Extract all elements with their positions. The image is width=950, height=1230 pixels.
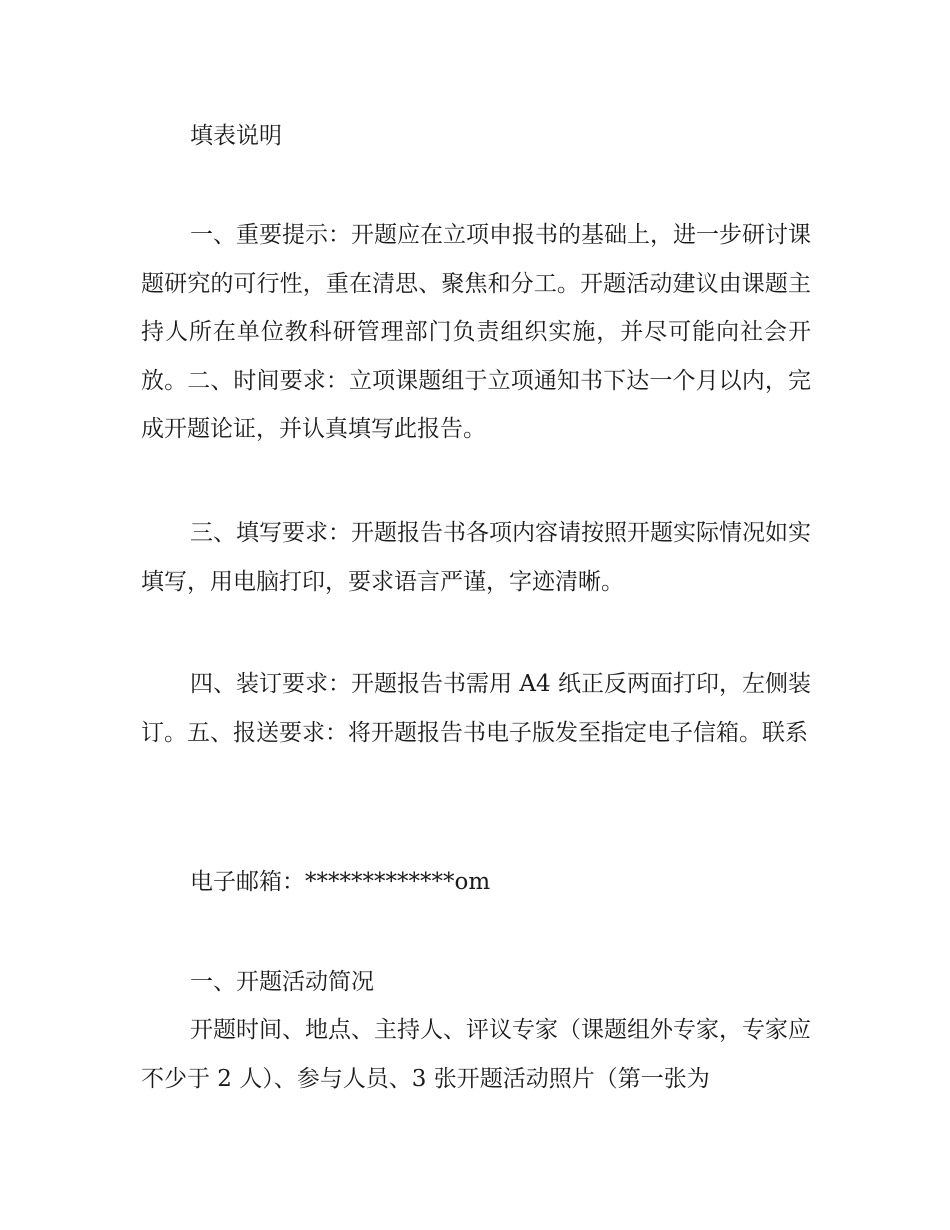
paragraph-notice-and-time: 一、重要提示：开题应在立项申报书的基础上，进一步研讨课题研究的可行性，重在清思、聚焦和分工。开题活动建议由课题主持人所在单位教科研管理部门负责组织实施，并尽可能向社会开放。二、时间要求：立项课题组于立项通知书下达一个月以内，完成开题论证，并认真填写此报告。: [141, 222, 811, 442]
section-title: 一、开题活动简况: [190, 969, 374, 995]
paragraph-binding-and-submission: 四、装订要求：开题报告书需用 A4 纸正反两面打印，左侧装订。五、报送要求：将开题报告书电子版发至指定电子信箱。联系: [141, 671, 811, 746]
paragraph-fill-requirements: 三、填写要求：开题报告书各项内容请按照开题实际情况如实填写，用电脑打印，要求语言严谨，字迹清晰。: [141, 520, 811, 595]
section-body: 开题时间、地点、主持人、评议专家（课题组外专家，专家应不少于 2 人）、参与人员、3 张开题活动照片（第一张为: [141, 1017, 811, 1092]
document-heading: 填表说明: [190, 123, 282, 149]
contact-email: 电子邮箱：*************om: [190, 869, 491, 895]
